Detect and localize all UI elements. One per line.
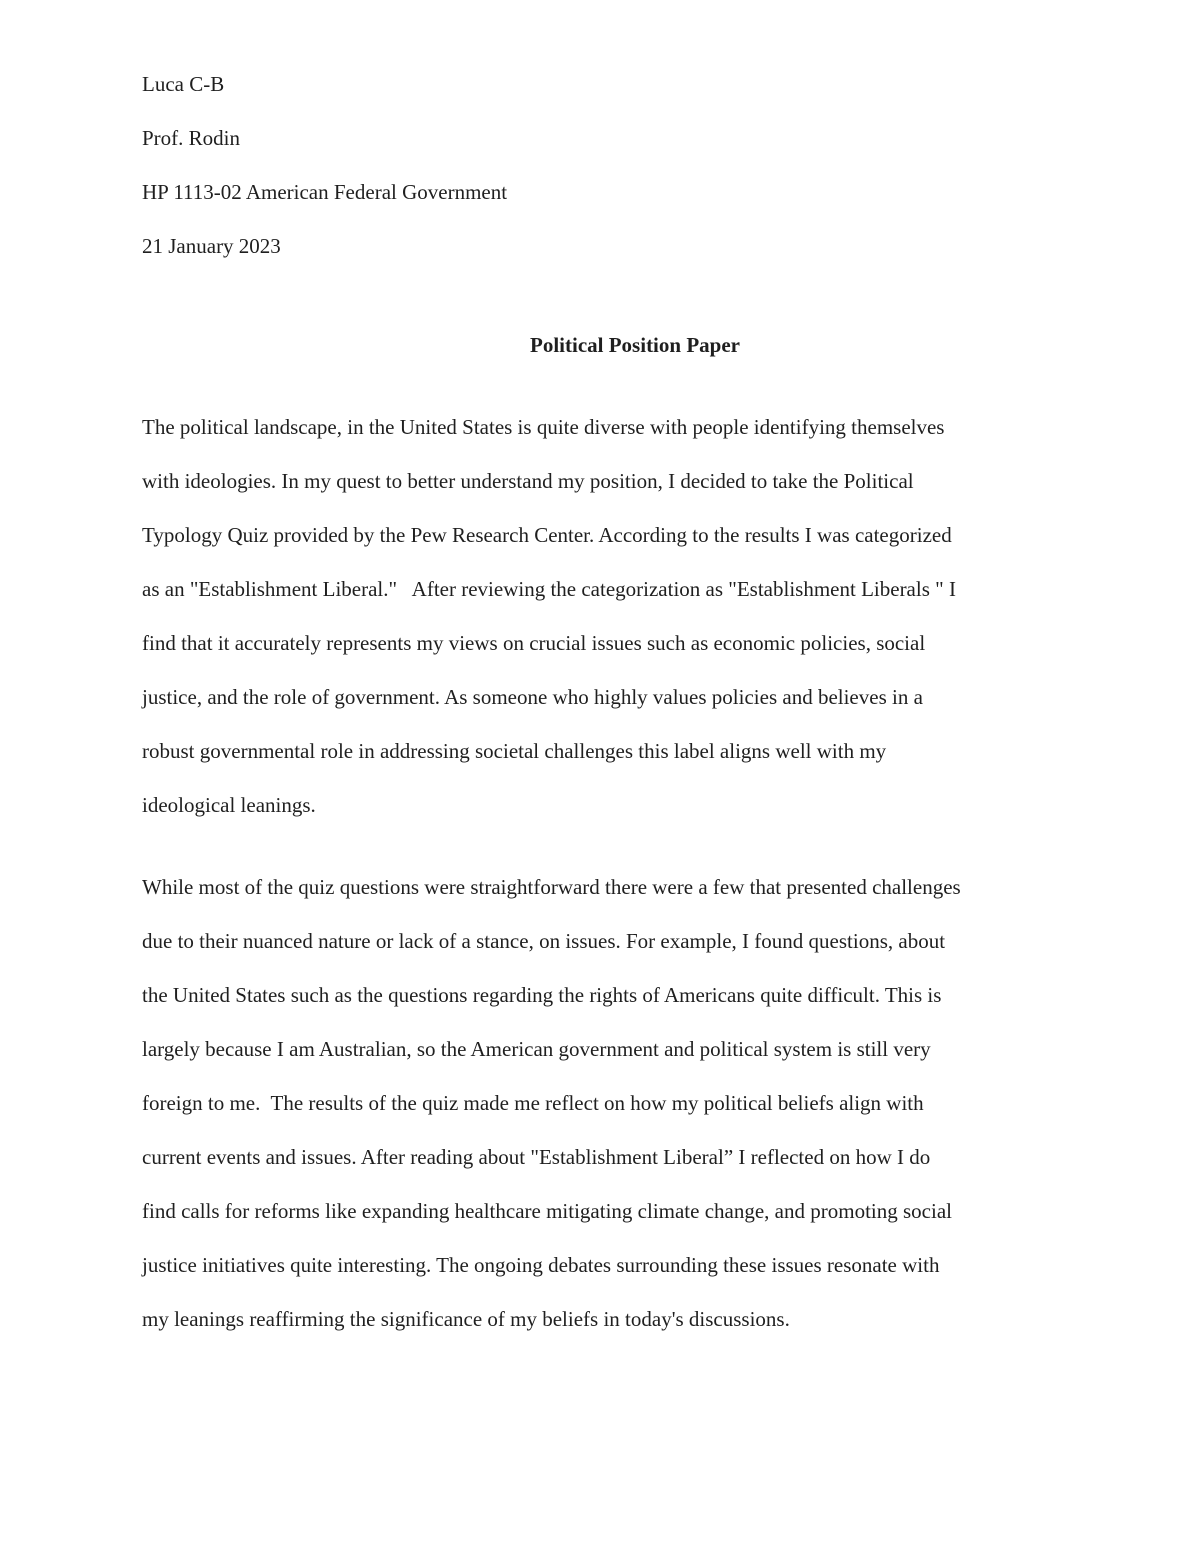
paper-title: Political Position Paper (530, 333, 740, 357)
text-line: The political landscape, in the United States is quite diverse with people identifying themselves (142, 415, 945, 439)
text-line: my leanings reaffirming the significance of my beliefs in today's discussions. (142, 1307, 790, 1331)
paragraph-1 (142, 415, 1067, 847)
text-line: While most of the quiz questions were straightforward there were a few that presented challenges (142, 875, 961, 899)
text-line: Typology Quiz provided by the Pew Research Center. According to the results I was categorized (142, 523, 952, 547)
text-line: current events and issues. After reading about "Establishment Liberal” I reflected on how I do (142, 1145, 931, 1169)
document-date: 21 January 2023 (142, 234, 281, 258)
text-line: with ideologies. In my quest to better understand my position, I decided to take the Political (142, 469, 914, 493)
text-line: due to their nuanced nature or lack of a stance, on issues. For example, I found questions, about (142, 929, 946, 953)
text-line: foreign to me. The results of the quiz made me reflect on how my political beliefs align with (142, 1091, 924, 1115)
text-line: ideological leanings. (142, 793, 316, 817)
text-line: largely because I am Australian, so the American government and political system is still very (142, 1037, 931, 1061)
professor-name: Prof. Rodin (142, 126, 241, 150)
text-line: the United States such as the questions regarding the rights of Americans quite difficult. This is (142, 983, 942, 1007)
text-line: robust governmental role in addressing societal challenges this label aligns well with my (142, 739, 887, 763)
paragraph-2 (142, 875, 1067, 1361)
text-line: find calls for reforms like expanding healthcare mitigating climate change, and promoting social (142, 1199, 952, 1223)
author-name: Luca C-B (142, 72, 225, 96)
text-line: justice initiatives quite interesting. The ongoing debates surrounding these issues resonate with (142, 1253, 940, 1277)
text-line: as an "Establishment Liberal." After reviewing the categorization as "Establishment Liberals " I (142, 577, 956, 601)
text-line: find that it accurately represents my views on crucial issues such as economic policies, social (142, 631, 926, 655)
text-line: justice, and the role of government. As someone who highly values policies and believes in a (142, 685, 923, 709)
course-name: HP 1113-02 American Federal Government (142, 180, 508, 204)
